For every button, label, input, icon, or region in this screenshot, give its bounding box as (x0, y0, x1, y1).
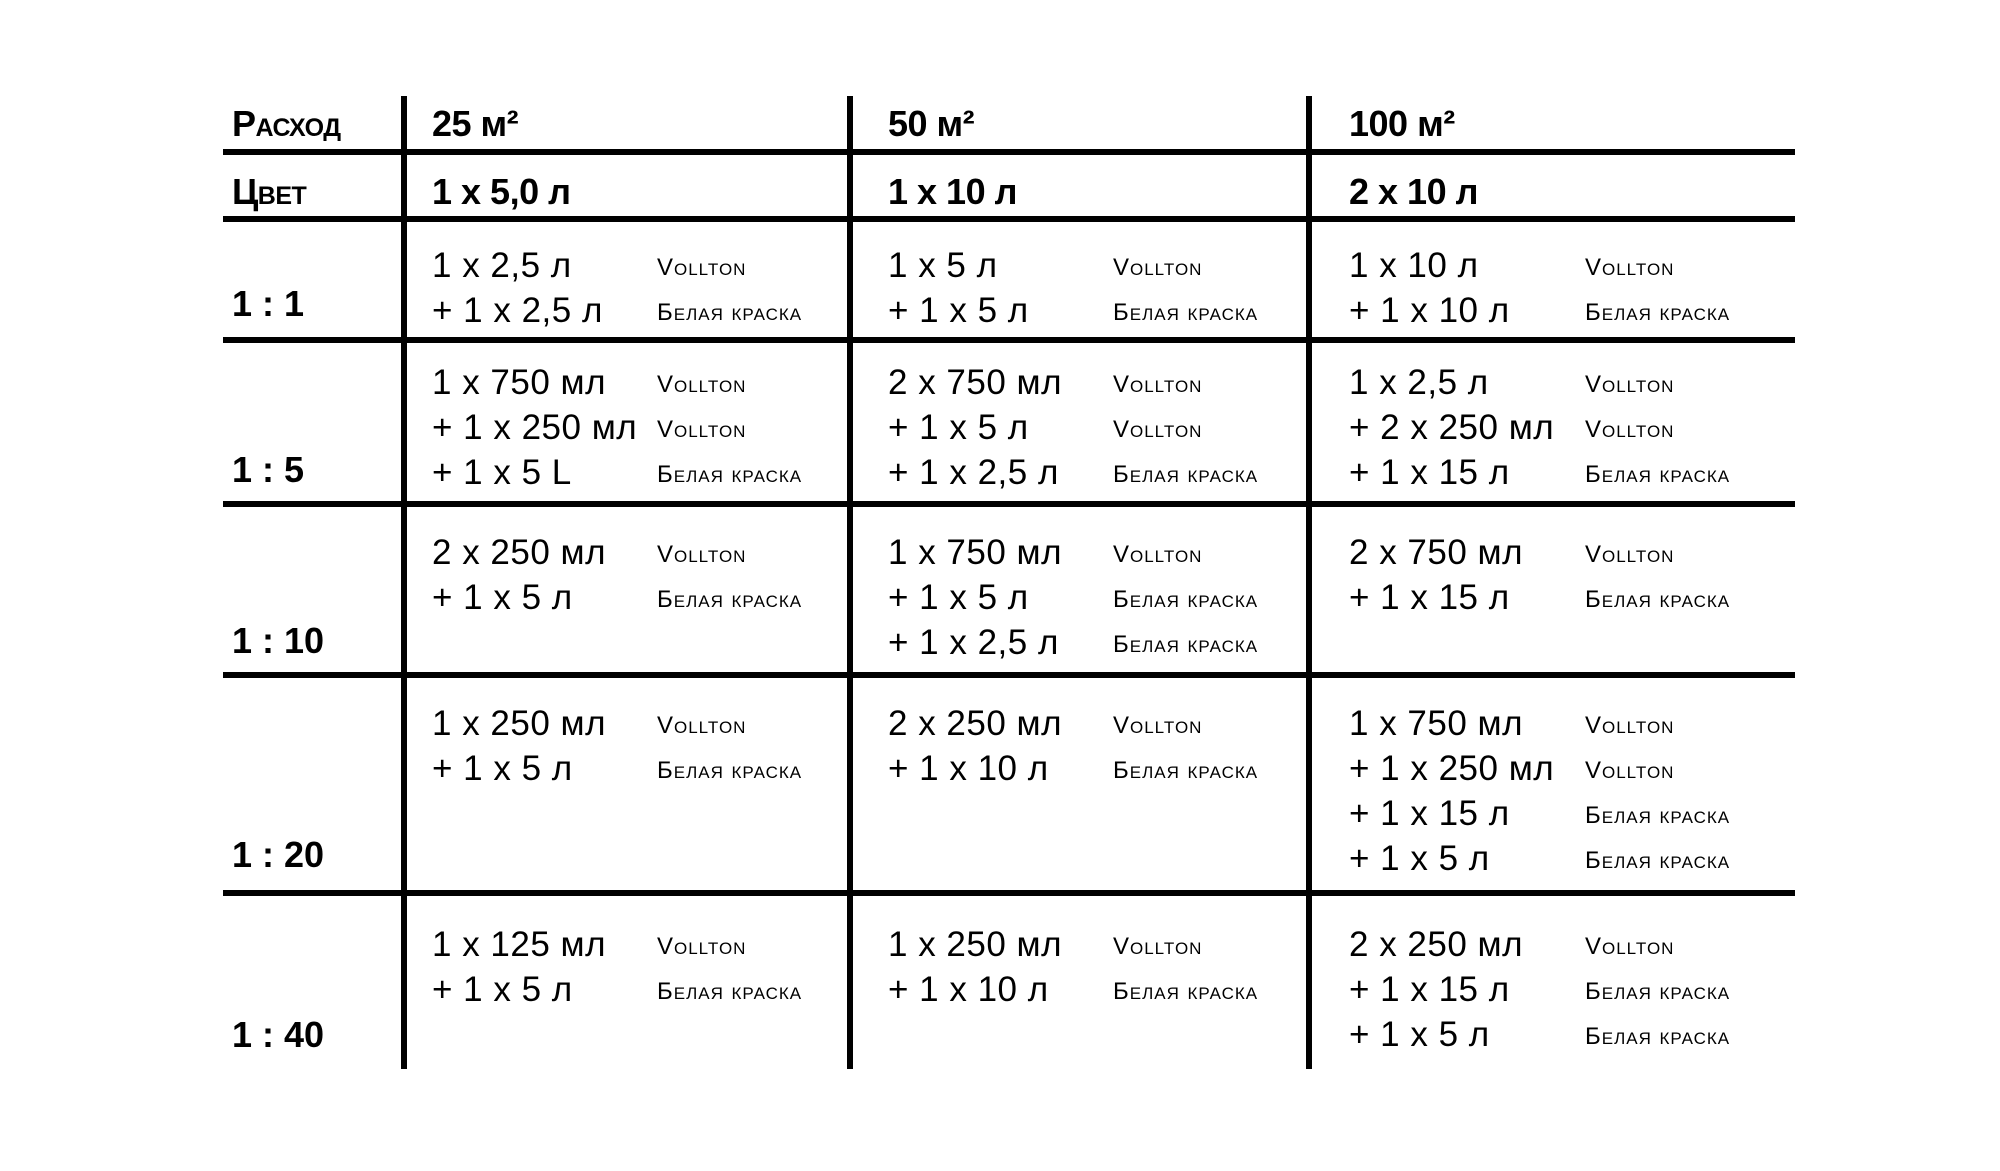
quantity-text: + 1 x 5 L (432, 453, 572, 492)
brand-text: Белая краска (657, 978, 803, 1005)
column-volume-25: 1 x 5,0 л (432, 171, 571, 212)
brand-text: Vollton (1585, 757, 1675, 784)
brand-text: Белая краска (1585, 586, 1731, 613)
quantity-text: + 1 x 5 л (888, 578, 1029, 617)
divider-row-2 (223, 501, 1795, 507)
brand-text: Vollton (1113, 541, 1203, 568)
divider-color (223, 216, 1795, 222)
quantity-text: + 1 x 5 л (888, 408, 1029, 447)
quantity-text: + 1 x 250 мл (432, 408, 638, 447)
brand-text: Vollton (657, 371, 747, 398)
ratio-label-1-1: 1 : 1 (232, 283, 305, 324)
brand-text: Белая краска (1585, 847, 1731, 874)
brand-text: Vollton (1113, 933, 1203, 960)
ratio-label-1-40: 1 : 40 (232, 1014, 325, 1055)
quantity-text: + 1 x 5 л (1349, 1015, 1490, 1054)
ratio-label-1-5: 1 : 5 (232, 449, 305, 490)
quantity-text: 2 x 250 мл (432, 533, 607, 572)
column-area-50: 50 м² (888, 103, 975, 144)
quantity-text: 2 x 750 мл (1349, 533, 1524, 572)
brand-text: Vollton (657, 254, 747, 281)
quantity-text: 1 x 2,5 л (432, 246, 572, 285)
ratio-label-1-10: 1 : 10 (232, 620, 325, 661)
column-area-100: 100 м² (1349, 103, 1455, 144)
quantity-text: + 1 x 15 л (1349, 970, 1510, 1009)
quantity-text: + 1 x 15 л (1349, 453, 1510, 492)
brand-text: Vollton (1113, 712, 1203, 739)
brand-text: Белая краска (657, 586, 803, 613)
quantity-text: + 1 x 15 л (1349, 794, 1510, 833)
brand-text: Vollton (1113, 416, 1203, 443)
quantity-text: + 2 x 250 мл (1349, 408, 1555, 447)
quantity-text: 1 x 125 мл (432, 925, 607, 964)
quantity-text: 2 x 750 мл (888, 363, 1063, 402)
quantity-text: + 1 x 5 л (432, 578, 573, 617)
quantity-text: + 1 x 5 л (432, 749, 573, 788)
divider-row-4 (223, 890, 1795, 896)
brand-text: Vollton (1585, 254, 1675, 281)
divider-row-1 (223, 337, 1795, 343)
brand-text: Белая краска (1113, 757, 1259, 784)
brand-text: Белая краска (657, 461, 803, 488)
ratio-label-1-20: 1 : 20 (232, 834, 325, 875)
column-divider-1 (401, 96, 407, 1069)
quantity-text: + 1 x 5 л (432, 970, 573, 1009)
brand-text: Vollton (1113, 254, 1203, 281)
quantity-text: + 1 x 5 л (1349, 839, 1490, 878)
brand-text: Белая краска (1113, 631, 1259, 658)
brand-text: Vollton (1585, 712, 1675, 739)
divider-row-3 (223, 672, 1795, 678)
row-label-consumption: Расход (232, 103, 341, 144)
quantity-text: 1 x 750 мл (888, 533, 1063, 572)
column-area-25: 25 м² (432, 103, 519, 144)
brand-text: Белая краска (1585, 299, 1731, 326)
column-volume-100: 2 x 10 л (1349, 171, 1478, 212)
brand-text: Белая краска (1585, 1023, 1731, 1050)
quantity-text: 1 x 250 мл (432, 704, 607, 743)
brand-text: Белая краска (1585, 802, 1731, 829)
quantity-text: + 1 x 5 л (888, 291, 1029, 330)
quantity-text: + 1 x 15 л (1349, 578, 1510, 617)
brand-text: Белая краска (1585, 978, 1731, 1005)
brand-text: Белая краска (1113, 978, 1259, 1005)
column-volume-50: 1 x 10 л (888, 171, 1017, 212)
quantity-text: + 1 x 2,5 л (888, 453, 1059, 492)
brand-text: Vollton (1585, 416, 1675, 443)
brand-text: Белая краска (1113, 586, 1259, 613)
brand-text: Белая краска (1585, 461, 1731, 488)
brand-text: Vollton (657, 933, 747, 960)
quantity-text: + 1 x 250 мл (1349, 749, 1555, 788)
column-divider-3 (1306, 96, 1312, 1069)
quantity-text: 2 x 250 мл (888, 704, 1063, 743)
quantity-text: 2 x 250 мл (1349, 925, 1524, 964)
quantity-text: 1 x 5 л (888, 246, 998, 285)
divider-header (223, 149, 1795, 155)
brand-text: Белая краска (1113, 461, 1259, 488)
quantity-text: + 1 x 10 л (1349, 291, 1510, 330)
brand-text: Vollton (657, 541, 747, 568)
quantity-text: 1 x 750 мл (1349, 704, 1524, 743)
brand-text: Vollton (1585, 371, 1675, 398)
quantity-text: 1 x 10 л (1349, 246, 1479, 285)
brand-text: Vollton (1585, 933, 1675, 960)
brand-text: Vollton (1585, 541, 1675, 568)
brand-text: Vollton (1113, 371, 1203, 398)
column-divider-2 (847, 96, 853, 1069)
quantity-text: + 1 x 10 л (888, 749, 1049, 788)
quantity-text: 1 x 750 мл (432, 363, 607, 402)
row-label-color: Цвет (232, 171, 307, 212)
quantity-text: 1 x 250 мл (888, 925, 1063, 964)
quantity-text: 1 x 2,5 л (1349, 363, 1489, 402)
brand-text: Белая краска (657, 757, 803, 784)
quantity-text: + 1 x 10 л (888, 970, 1049, 1009)
brand-text: Белая краска (1113, 299, 1259, 326)
brand-text: Белая краска (657, 299, 803, 326)
quantity-text: + 1 x 2,5 л (432, 291, 603, 330)
brand-text: Vollton (657, 712, 747, 739)
quantity-text: + 1 x 2,5 л (888, 623, 1059, 662)
brand-text: Vollton (657, 416, 747, 443)
